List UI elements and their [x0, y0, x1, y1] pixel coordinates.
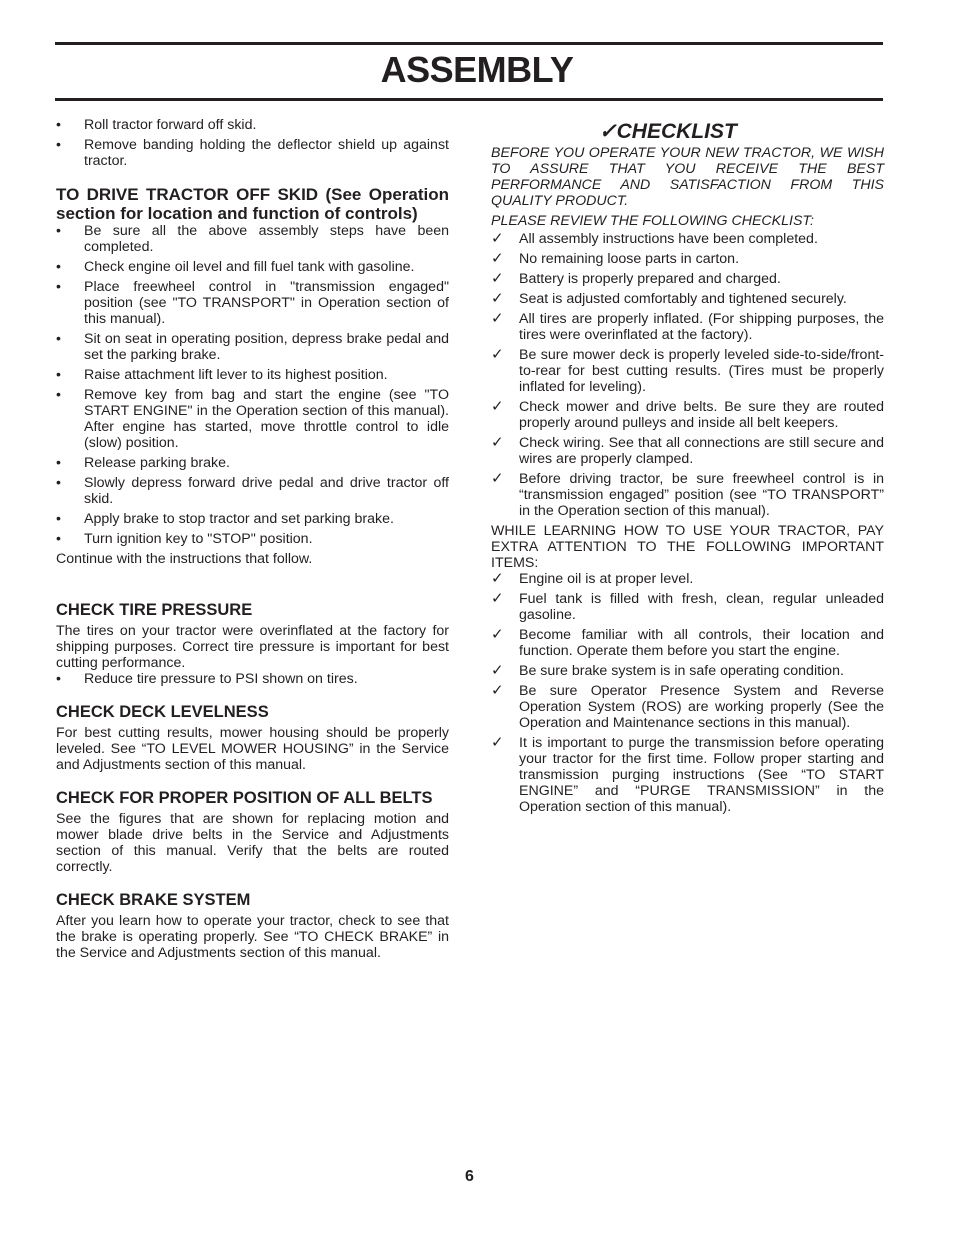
list-item: • Place freewheel control in "transmission engaged" position (see "TO TRANSPORT" in Operation section of this manual).	[56, 279, 449, 327]
list-item: • Reduce tire pressure to PSI shown on tires.	[56, 671, 449, 687]
drive-off-skid-list	[56, 223, 449, 547]
drive-off-skid-heading: TO DRIVE TRACTOR OFF SKID (See Operation section for location and function of controls)	[56, 185, 449, 223]
checklist-review-prompt: PLEASE REVIEW THE FOLLOWING CHECKLIST:	[491, 213, 814, 229]
check-mark-icon: ✓	[491, 230, 504, 247]
checklist-heading	[599, 119, 884, 145]
checklist-items	[491, 231, 884, 519]
tire-pressure-heading: CHECK TIRE PRESSURE	[56, 601, 253, 619]
list-item: • Slowly depress forward drive pedal and drive tractor off skid.	[56, 475, 449, 507]
right-column	[491, 119, 884, 819]
list-item: • Sit on seat in operating position, depress brake pedal and set the parking brake.	[56, 331, 449, 363]
belts-text: See the figures that are shown for replacing motion and mower blade drive belts in the Service and Adjustments section of this manual. Verify that the belts are routed correctly.	[56, 811, 449, 875]
page-title: ASSEMBLY	[380, 49, 574, 90]
list-item: • Roll tractor forward off skid.	[56, 117, 449, 133]
deck-levelness-heading: CHECK DECK LEVELNESS	[56, 703, 269, 721]
brake-system-text: After you learn how to operate your tractor, check to see that the brake is operating properly. See “TO CHECK BRAKE” in the Service and Adjustments section of this manual.	[56, 913, 449, 961]
belts-heading: CHECK FOR PROPER POSITION OF ALL BELTS	[56, 789, 433, 807]
check-mark-icon: ✓	[491, 734, 504, 751]
continue-text: Continue with the instructions that follow.	[56, 551, 313, 567]
check-mark-icon: ✓	[491, 290, 504, 307]
check-mark-icon: ✓	[491, 310, 504, 327]
checklist-item: ✓ Battery is properly prepared and charged.	[491, 270, 781, 287]
check-mark-icon: ✓	[491, 250, 504, 267]
list-item: • Apply brake to stop tractor and set parking brake.	[56, 511, 449, 527]
check-mark-icon: ✓	[491, 270, 504, 287]
checklist-title: CHECKLIST	[616, 120, 737, 143]
check-mark-icon: ✓	[491, 470, 504, 487]
list-item: • Be sure all the above assembly steps have been completed.	[56, 223, 449, 255]
top-rule	[55, 42, 883, 45]
checklist-item: ✓ Be sure Operator Presence System and Reverse Operation System (ROS) are working properly (See the Operation and Maintenance sections in this manual).	[491, 682, 884, 731]
list-item: • Check engine oil level and fill fuel tank with gasoline.	[56, 259, 449, 275]
checklist-item: ✓ Engine oil is at proper level.	[491, 570, 694, 587]
check-mark-icon: ✓	[491, 570, 504, 587]
checklist-item: ✓ Be sure mower deck is properly leveled side-to-side/front-to-rear for best cutting results. (Tires must be properly inflated for leveling).	[491, 346, 884, 395]
checklist-item: ✓ Check mower and drive belts. Be sure they are routed properly around pulleys and inside all belt keepers.	[491, 398, 884, 431]
check-mark-icon: ✓	[491, 434, 504, 451]
intro-bullet-list	[56, 117, 449, 169]
tire-pressure-list	[56, 671, 449, 687]
check-mark-icon: ✓	[491, 682, 504, 699]
title-underline-rule	[55, 98, 883, 101]
check-mark-icon: ✓	[491, 398, 504, 415]
list-item: • Remove key from bag and start the engine (see "TO START ENGINE" in the Operation section of this manual). After engine has started, move throttle control to idle (slow) position.	[56, 387, 449, 451]
checklist-item: ✓ Seat is adjusted comfortably and tightened securely.	[491, 290, 847, 307]
left-column	[56, 117, 449, 961]
checklist-intro: BEFORE YOU OPERATE YOUR NEW TRACTOR, WE WISH TO ASSURE THAT YOU RECEIVE THE BEST PERFORMANCE AND SATISFACTION FROM THIS QUALITY PRODUCT.	[491, 145, 884, 209]
page-number: 6	[465, 1168, 474, 1185]
deck-levelness-text: For best cutting results, mower housing should be properly leveled. See “TO LEVEL MOWER HOUSING” in the Service and Adjustments section of this manual.	[56, 725, 449, 773]
list-item: • Turn ignition key to "STOP" position.	[56, 531, 449, 547]
checklist-item: ✓ Be sure brake system is in safe operating condition.	[491, 662, 844, 679]
check-mark-icon: ✓	[491, 626, 504, 643]
tire-pressure-text: The tires on your tractor were overinflated at the factory for shipping purposes. Correct tire pressure is important for best cutting performance.	[56, 623, 449, 671]
checklist-item: ✓ No remaining loose parts in carton.	[491, 250, 740, 267]
brake-system-heading: CHECK BRAKE SYSTEM	[56, 891, 251, 909]
checklist-item: ✓ It is important to purge the transmission before operating your tractor for the first time. Follow proper starting and transmission purging instructions (See “TO START ENGINE” and “PURGE TRANSMISSION” in the Operation section of this manual).	[491, 734, 884, 815]
check-mark-icon: ✓	[491, 346, 504, 363]
checklist-item: ✓ Become familiar with all controls, their location and function. Operate them before you start the engine.	[491, 626, 884, 659]
check-mark-icon: ✓	[491, 590, 504, 607]
list-item: • Remove banding holding the deflector shield up against tractor.	[56, 137, 449, 169]
checklist-item: ✓ Before driving tractor, be sure freewheel control is in “transmission engaged” position (see “TO TRANSPORT” in the Operation section of this manual).	[491, 470, 884, 519]
check-mark-icon: ✓	[599, 120, 617, 143]
learning-intro: WHILE LEARNING HOW TO USE YOUR TRACTOR, PAY EXTRA ATTENTION TO THE FOLLOWING IMPORTANT ITEMS:	[491, 523, 884, 571]
checklist-item: ✓ Check wiring. See that all connections are still secure and wires are properly clamped.	[491, 434, 884, 467]
check-mark-icon: ✓	[491, 662, 504, 679]
checklist-item: ✓ All tires are properly inflated. (For shipping purposes, the tires were overinflated at the factory).	[491, 310, 884, 343]
list-item: • Raise attachment lift lever to its highest position.	[56, 367, 449, 383]
learning-items	[491, 571, 884, 815]
checklist-item: ✓ All assembly instructions have been completed.	[491, 230, 818, 247]
list-item: • Release parking brake.	[56, 455, 449, 471]
checklist-item: ✓ Fuel tank is filled with fresh, clean, regular unleaded gasoline.	[491, 590, 884, 623]
